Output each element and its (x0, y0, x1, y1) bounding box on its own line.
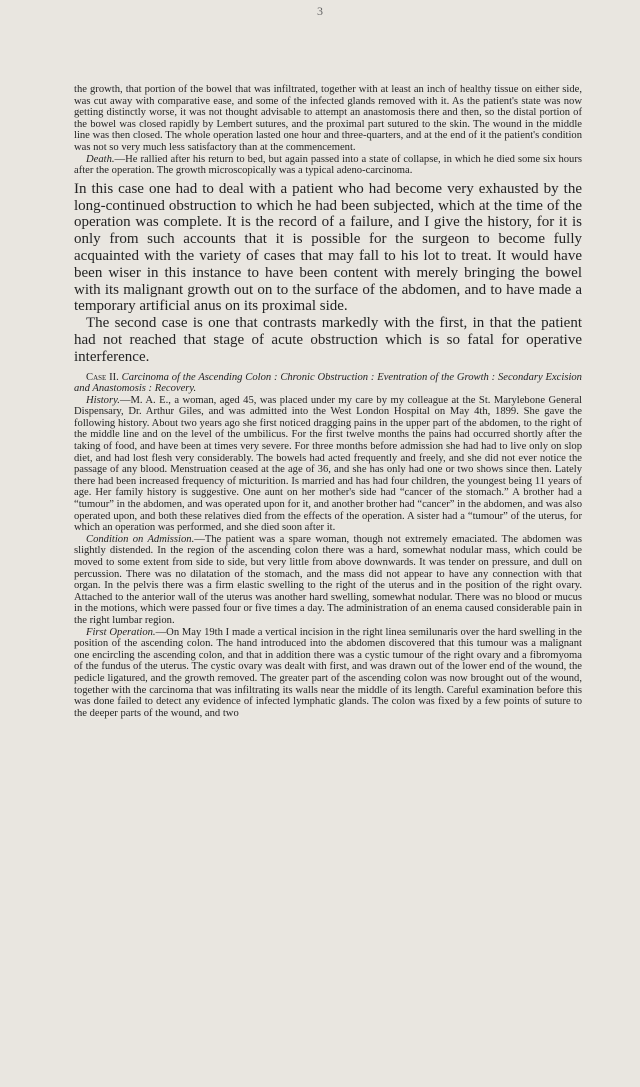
first-operation-text: —On May 19th I made a vertical incision in the right linea semilunaris over the hard swelling in the position of the ascending colon. The hand introduced into the abdomen discovered that this tumour was a malignant one encircling the ascending colon, and that in addition there was a cystic tumour of the right ovary and a fibromyoma of the fundus of the uterus. The cystic ovary was dealt with first, and was drawn out of the lower end of the wound, the pedicle ligatured, and the growth removed. The greater part of the ascending colon was now brought out of the wound, together with the carcinoma that was infiltrating its walls near the middle of its length. Careful examination before this was done failed to detect any evidence of infected lymphatic glands. The colon was fixed by a few points of suture to the deeper parts of the wound, and two (74, 626, 582, 719)
condition-text: —The patient was a spare woman, though not extremely emaciated. The abdomen was slightly distended. In the region of the ascending colon there was a hard, somewhat nodular mass, which could be moved to some extent from side to side, but very little from above downwards. It was tender on pressure, and dull on percussion. There was no dilatation of the stomach, and the mass did not appear to have any connection with that organ. In the pelvis there was a firm elastic swelling to the right of the uterus and in the position of the right ovary. Attached to the anterior wall of the uterus was another hard swelling, somewhat nodular. There was no blood or mucus in the motions, which were passed four or five times a day. The administration of an enema caused considerable pain in the right lumbar region. (74, 533, 582, 626)
history-text: —M. A. E., a woman, aged 45, was placed under my care by my colleague at the St. Marylebone General Dispensary, Dr. Arthur Giles, and was admitted into the West London Hospital on May 4th, 1899. She gave the following history. About two years ago she first noticed dragging pains in the upper part of the abdomen, to the right of the middle line and on the level of the umbilicus. For the first twelve months the pains had occurred shortly after the taking of food, and have been at times very severe. For three months before admission she had had to live only on slop diet, and had lost flesh very considerably. The bowels had acted frequently and freely, and she did not ever notice the passage of any blood. Menstruation ceased at the age of 36, and she has only had one or two shows since then. Lately there had been increased frequency of micturition. Is married and has had four children, the youngest being 11 years of age. Her family history is suggestive. One aunt on her mother's side had “cancer of the stomach.” A brother had a “tumour” in the abdomen, and was operated upon for it, and another brother had “cancer” in the abdomen, and was also operated upon, and both these relatives died from the effects of the operation. A sister had a “tumour” of the uterus, for which an operation was performed, and she died soon after it. (74, 394, 582, 534)
death-label: Death. (86, 153, 115, 165)
death-paragraph (74, 154, 582, 177)
case-heading (74, 372, 582, 395)
death-text: —He rallied after his return to bed, but again passed into a state of collapse, in which he died some six hours after the operation. The growth microscopically was a typical adeno-carcinoma. (74, 153, 582, 177)
case-number: II. (109, 371, 119, 383)
commentary-paragraph-1: In this case one had to deal with a patient who had become very exhausted by the long-continued obstruction to which he had been subjected, which at the time of the operation was complete. It is the record of a failure, and I give the history, for it is only from such accounts that it is possible for the surgeon to become fully acquainted with the variety of cases that may fall to his lot to treat. It would have been wiser in this instance to have been content with merely bringing the bowel with its malignant growth out on to the surface of the abdomen, and to have made a temporary artificial anus on its proximal side. (74, 180, 582, 315)
history-label: History. (86, 394, 120, 406)
commentary-paragraph-2: The second case is one that contrasts markedly with the first, in that the patient had not reached that stage of acute obstruction which is so fatal for operative interference. (74, 315, 582, 365)
intro-section (74, 84, 582, 177)
condition-paragraph (74, 534, 582, 627)
case-label: Case (86, 371, 107, 383)
condition-label: Condition on Admission. (86, 533, 195, 545)
commentary-section (74, 181, 582, 366)
first-operation-label: First Operation. (86, 626, 156, 638)
page-number: 3 (317, 4, 323, 18)
intro-paragraph: the growth, that portion of the bowel that was infiltrated, together with at least an inch of healthy tissue on either side, was cut away with comparative ease, and some of the infected glands removed with it. As the patient's state was now getting distinctly worse, it was not thought advisable to attempt an anastomosis there and then, so the distal portion of the bowel was closed rapidly by Lembert sutures, and the proximal part sutured to the skin. The wound in the middle line was then closed. The whole operation lasted one hour and three-quarters, and at the end of it the patient's condition was not so very much less satisfactory than at the commencement. (74, 84, 582, 153)
first-operation-paragraph (74, 627, 582, 720)
text-column (74, 84, 582, 719)
history-paragraph (74, 395, 582, 534)
case-section (74, 372, 582, 720)
case-title: Carcinoma of the Ascending Colon : Chronic Obstruction : Eventration of the Growth : Secondary Excision and Anastomosis : Recovery. (74, 371, 582, 395)
